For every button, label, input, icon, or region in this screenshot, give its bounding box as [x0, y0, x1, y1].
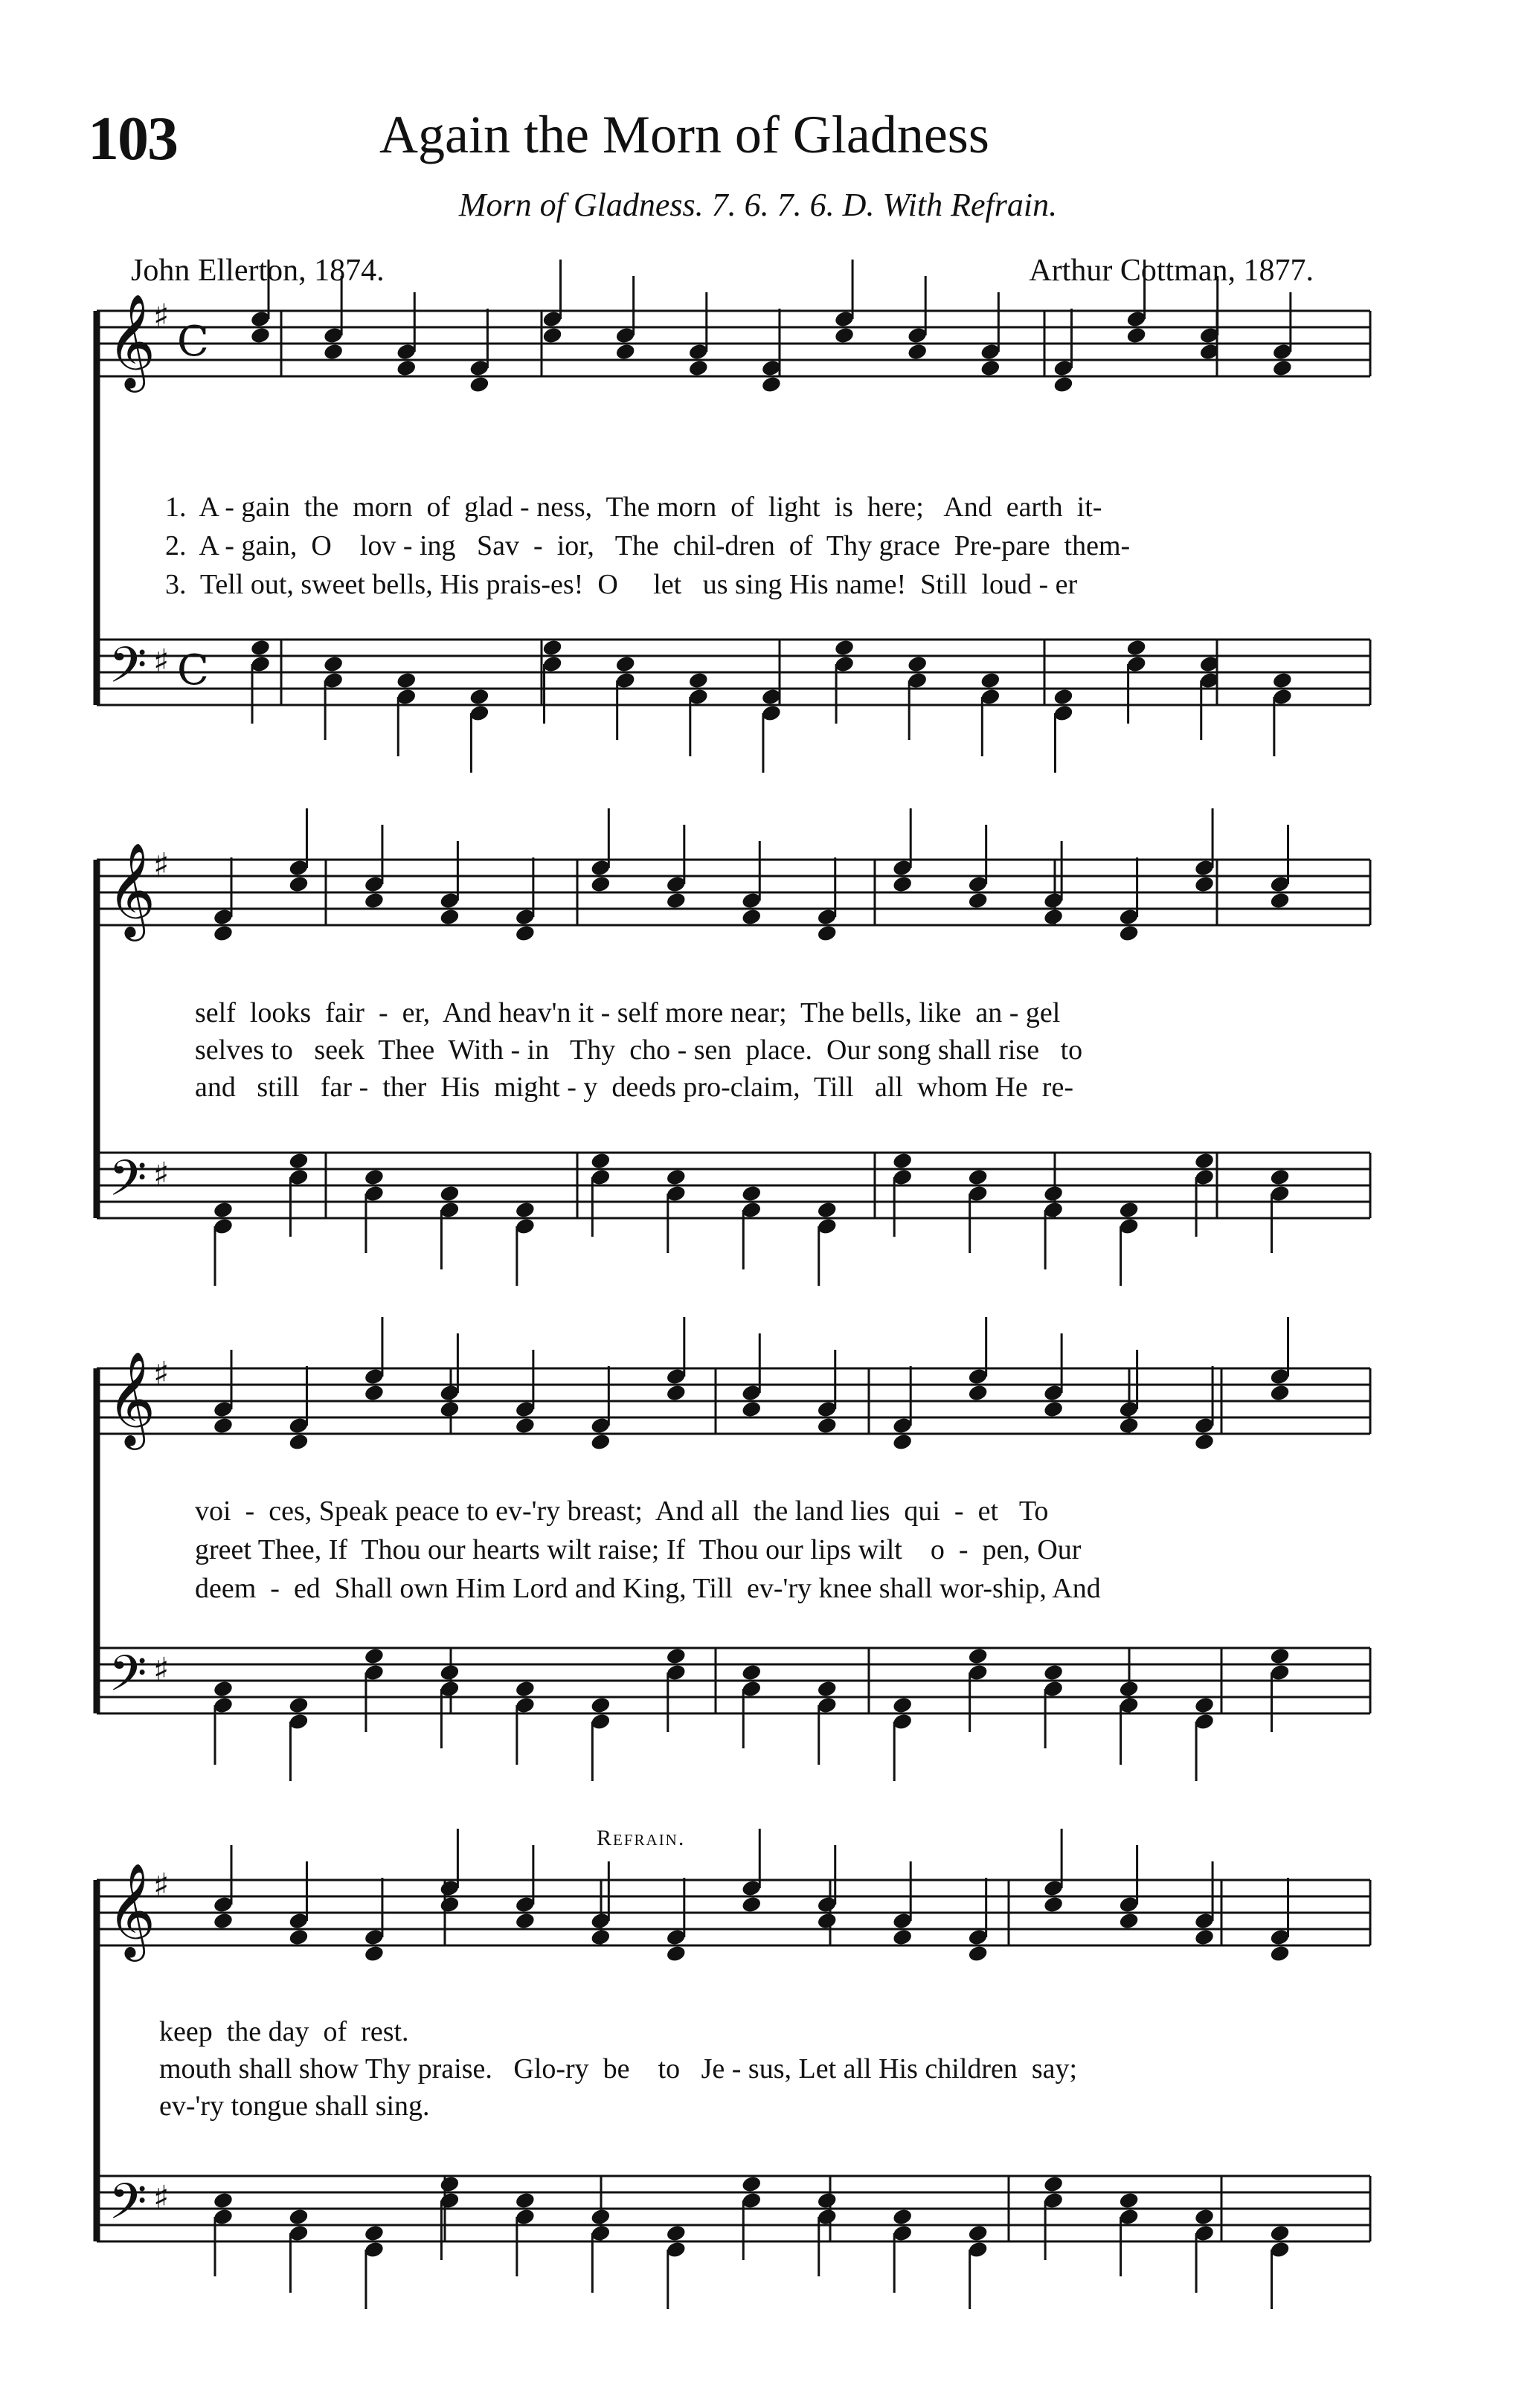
- note-head: [1194, 1928, 1215, 1946]
- note-head: [967, 1383, 989, 1402]
- note-head: [439, 1184, 460, 1203]
- note-head: [1269, 1168, 1291, 1186]
- bass-clef-icon: 𝄢: [109, 1645, 147, 1714]
- note-head: [1043, 1895, 1064, 1913]
- lyric-line: selves to seek Thee With - in Thy cho - sen place. Our song shall rise to: [195, 1034, 1083, 1066]
- note-head: [1272, 358, 1294, 377]
- note-head: [1043, 1184, 1064, 1203]
- note-head: [892, 875, 913, 893]
- tune-meter: Morn of Gladness. 7. 6. 7. 6. D. With Refrain.: [458, 187, 1058, 223]
- note-head: [590, 1696, 611, 1714]
- note-head: [1053, 687, 1074, 706]
- note-head: [515, 924, 536, 942]
- note-head: [364, 1646, 385, 1665]
- note-head: [515, 1911, 536, 1930]
- note-head: [213, 1416, 234, 1435]
- note-head: [1194, 1151, 1215, 1170]
- note-head: [1043, 907, 1064, 926]
- note-head: [816, 1679, 838, 1698]
- note-head: [469, 687, 490, 706]
- note-head: [323, 654, 344, 673]
- note-head: [741, 1184, 762, 1203]
- note-head: [1118, 1416, 1140, 1435]
- note-head: [1269, 2224, 1291, 2242]
- treble-clef-icon: 𝄞: [107, 1351, 156, 1446]
- note-head: [515, 1200, 536, 1219]
- note-head: [967, 1944, 989, 1963]
- lyric-line: greet Thee, If Thou our hearts wilt raise; If Thou our lips wilt o - pen, Our: [195, 1534, 1082, 1565]
- sharp-icon: ♯: [153, 846, 170, 884]
- sharp-icon: ♯: [153, 1651, 170, 1689]
- composer-credit: Arthur Cottman, 1877.: [1029, 254, 1314, 288]
- note-head: [250, 638, 272, 657]
- note-head: [515, 1416, 536, 1435]
- treble-clef-icon: 𝄞: [107, 1862, 156, 1957]
- note-head: [967, 891, 989, 910]
- common-time-icon: C: [177, 318, 209, 366]
- note-head: [542, 638, 563, 657]
- note-head: [741, 1663, 762, 1681]
- note-head: [816, 1416, 838, 1435]
- lyric-line: 1. A - gain the morn of glad - ness, The morn of light is here; And earth it-: [165, 492, 1102, 523]
- note-head: [213, 1911, 234, 1930]
- note-head: [907, 342, 928, 361]
- note-head: [1043, 2174, 1064, 2193]
- note-head: [250, 326, 272, 344]
- lyric-line: 2. A - gain, O lov - ing Sav - ior, The chil-dren of Thy grace Pre-pare them-: [165, 530, 1131, 561]
- note-head: [213, 1679, 234, 1698]
- lyric-line: and still far - ther His might - y deeds pro-claim, Till all whom He re-: [195, 1072, 1073, 1103]
- note-head: [1053, 375, 1074, 393]
- note-head: [1118, 924, 1140, 942]
- lyric-line: deem - ed Shall own Him Lord and King, Till ev-'ry knee shall wor-ship, And: [195, 1573, 1101, 1604]
- note-head: [816, 1200, 838, 1219]
- note-head: [1272, 671, 1294, 689]
- note-head: [439, 907, 460, 926]
- lyric-line: self looks fair - er, And heav'n it - self more near; The bells, like an - gel: [195, 997, 1061, 1028]
- note-head: [1118, 1679, 1140, 1698]
- note-head: [439, 2174, 460, 2193]
- note-head: [1194, 2207, 1215, 2226]
- note-head: [590, 875, 611, 893]
- sharp-icon: ♯: [153, 643, 170, 680]
- lyric-line: keep the day of rest.: [159, 2016, 409, 2047]
- note-head: [665, 1168, 687, 1186]
- note-head: [469, 375, 490, 393]
- note-head: [1043, 1663, 1064, 1681]
- note-head: [590, 1432, 611, 1451]
- note-head: [1269, 1944, 1291, 1963]
- note-head: [614, 654, 636, 673]
- note-head: [364, 1383, 385, 1402]
- lyric-line: voi - ces, Speak peace to ev-'ry breast; And all the land lies qui - et To: [195, 1496, 1049, 1527]
- note-head: [288, 2207, 309, 2226]
- note-head: [1194, 875, 1215, 893]
- note-head: [816, 924, 838, 942]
- note-head: [980, 671, 1001, 689]
- note-head: [439, 1895, 460, 1913]
- sharp-icon: ♯: [153, 2179, 170, 2217]
- refrain-label: Refrain.: [597, 1826, 686, 1850]
- note-head: [288, 1151, 309, 1170]
- note-head: [288, 1696, 309, 1714]
- note-head: [892, 1151, 913, 1170]
- treble-clef-icon: 𝄞: [107, 293, 156, 388]
- note-head: [515, 1679, 536, 1698]
- note-head: [1194, 1696, 1215, 1714]
- note-head: [288, 1928, 309, 1946]
- sharp-icon: ♯: [153, 1355, 170, 1393]
- note-head: [834, 326, 855, 344]
- note-head: [288, 1432, 309, 1451]
- note-head: [816, 2191, 838, 2209]
- note-head: [687, 358, 709, 377]
- note-head: [396, 671, 417, 689]
- note-head: [396, 358, 417, 377]
- note-head: [1118, 2191, 1140, 2209]
- note-head: [741, 907, 762, 926]
- note-head: [614, 342, 636, 361]
- note-head: [665, 1646, 687, 1665]
- note-head: [741, 1895, 762, 1913]
- note-head: [213, 2191, 234, 2209]
- note-head: [213, 1200, 234, 1219]
- lyric-line: ev-'ry tongue shall sing.: [159, 2090, 430, 2122]
- note-head: [816, 1911, 838, 1930]
- note-head: [665, 891, 687, 910]
- note-head: [439, 1663, 460, 1681]
- note-head: [364, 1168, 385, 1186]
- note-head: [590, 1928, 611, 1946]
- note-head: [967, 1168, 989, 1186]
- note-head: [515, 2191, 536, 2209]
- note-head: [892, 2207, 913, 2226]
- note-head: [213, 924, 234, 942]
- note-head: [741, 1400, 762, 1418]
- note-head: [980, 358, 1001, 377]
- note-head: [967, 1646, 989, 1665]
- note-head: [1118, 1200, 1140, 1219]
- note-head: [1194, 1432, 1215, 1451]
- sharp-icon: ♯: [153, 1156, 170, 1194]
- note-head: [834, 638, 855, 657]
- note-head: [1125, 638, 1147, 657]
- common-time-icon: C: [177, 646, 209, 695]
- note-head: [741, 2174, 762, 2193]
- note-head: [439, 1400, 460, 1418]
- note-head: [1269, 891, 1291, 910]
- note-head: [364, 891, 385, 910]
- lyric-line: mouth shall show Thy praise. Glo-ry be to Je - sus, Let all His children say;: [159, 2053, 1078, 2085]
- lyric-line: 3. Tell out, sweet bells, His prais-es! O let us sing His name! Still loud - er: [165, 569, 1078, 600]
- bass-clef-icon: 𝄢: [109, 2173, 147, 2242]
- note-head: [1043, 1400, 1064, 1418]
- note-head: [1125, 326, 1147, 344]
- note-head: [892, 1928, 913, 1946]
- note-head: [761, 375, 783, 393]
- note-head: [1118, 1911, 1140, 1930]
- treble-clef-icon: 𝄞: [107, 842, 156, 937]
- note-head: [665, 1944, 687, 1963]
- note-head: [364, 1944, 385, 1963]
- note-head: [892, 1432, 913, 1451]
- note-head: [665, 2224, 687, 2242]
- author-credit: John Ellerton, 1874.: [131, 254, 385, 288]
- sharp-icon: ♯: [153, 297, 170, 335]
- note-head: [542, 326, 563, 344]
- sharp-icon: ♯: [153, 1867, 170, 1905]
- hymn-number: 103: [88, 104, 177, 173]
- note-head: [665, 1383, 687, 1402]
- note-head: [288, 875, 309, 893]
- hymn-title: Again the Morn of Gladness: [379, 105, 989, 164]
- note-head: [967, 2224, 989, 2242]
- note-head: [364, 2224, 385, 2242]
- note-head: [590, 2207, 611, 2226]
- bass-clef-icon: 𝄢: [109, 1150, 147, 1219]
- bass-clef-icon: 𝄢: [109, 637, 147, 706]
- note-head: [687, 671, 709, 689]
- note-head: [1269, 1383, 1291, 1402]
- note-head: [892, 1696, 913, 1714]
- note-head: [907, 654, 928, 673]
- note-head: [323, 342, 344, 361]
- note-head: [1269, 1646, 1291, 1665]
- note-head: [590, 1151, 611, 1170]
